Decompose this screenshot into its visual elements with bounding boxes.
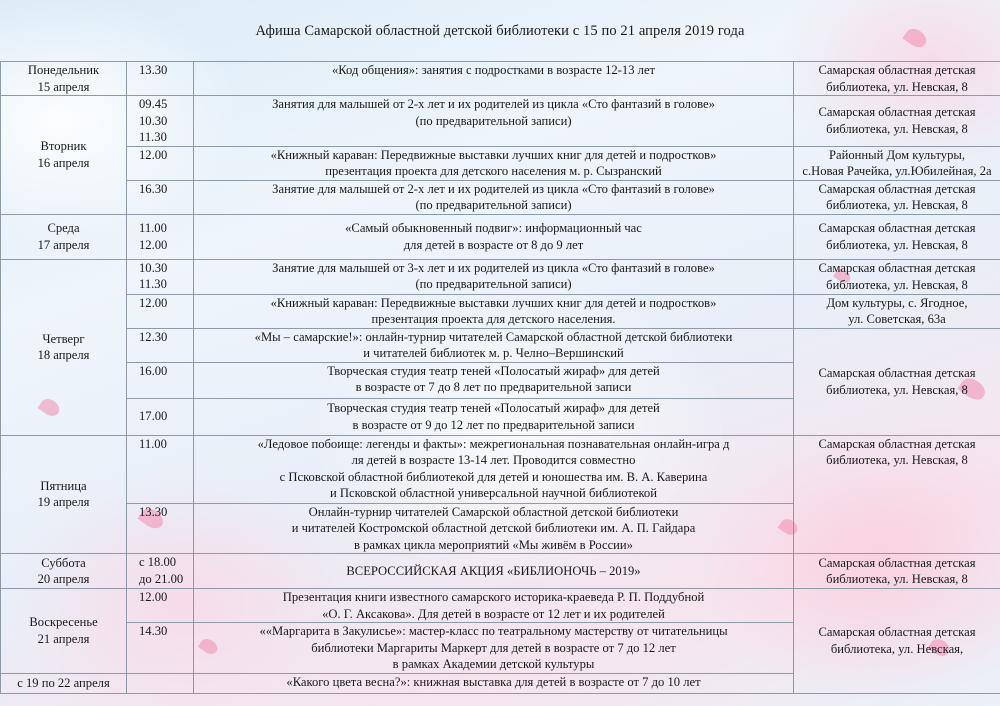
table-row [1,96,1000,147]
event-cell: Занятие для малышей от 3-х лет и их родителей из цикла «Сто фантазий в голове» (по предварительной записи) [194,259,794,294]
day-date: 19 апреля [37,495,90,510]
time-cell: 13.30 [127,62,194,96]
time-cell: 14.30 [127,623,194,674]
time-cell: 13.30 [127,503,194,554]
place-cell: Районный Дом культуры, с.Новая Рачейка, ул.Юбилейная, 2а [794,146,1000,180]
place-cell: Самарская областная детская библиотека, ул. Невская, 8 [794,435,1000,554]
place-cell: Самарская областная детская библиотека, ул. Невская, 8 [794,214,1000,259]
day-date: 21 апреля [37,631,90,646]
day-cell-thursday [1,259,127,435]
day-name: Пятница [40,478,87,493]
table-row [1,146,1000,180]
day-name: Среда [47,221,80,235]
time-cell: 16.30 [127,180,194,214]
day-name: Суббота [41,555,86,570]
time-cell: 17.00 [127,398,194,435]
day-name: Понедельник [27,63,100,77]
table-row [1,294,1000,328]
table-row [1,589,1000,623]
event-cell: «Код общения»: занятия с подростками в возрасте 12-13 лет [194,62,794,96]
event-cell: «Книжный караван: Передвижные выставки лучших книг для детей и подростков» презентация проекта для детского населения м. р. Сызранский [194,146,794,180]
event-cell: Творческая студия театр теней «Полосатый жираф» для детей в возрасте от 9 до 12 лет по предварительной записи [194,398,794,435]
day-cell-monday [1,62,127,96]
time-cell: 10.30 11.30 [127,259,194,294]
schedule-table [0,61,1000,694]
place-cell: Дом культуры, с. Ягодное, ул. Советская, 63а [794,294,1000,328]
place-cell: Самарская областная детская библиотека, ул. Невская, 8 [794,554,1000,589]
day-date: 16 апреля [37,155,90,170]
event-cell: ««Маргарита в Закулисье»: мастер-класс по театральному мастерству от читательницы библиотеки Маргариты Маркерт для детей в возрасте от 7 до 12 лет в рамках Академии детской культуры [194,623,794,674]
event-cell: «Мы – самарские!»: онлайн-турнир читателей Самарской областной детской библиотеки и читателей библиотек м. р. Челно–Вершинский [194,328,794,362]
table-row [1,180,1000,214]
table-row [1,435,1000,503]
event-cell: Занятие для малышей от 2-х лет и их родителей из цикла «Сто фантазий в голове» (по предварительной записи) [194,180,794,214]
place-cell: Самарская областная детская библиотека, ул. Невская, 8 [794,328,1000,435]
table-row [1,554,1000,589]
event-cell: ВСЕРОССИЙСКАЯ АКЦИЯ «БИБЛИОНОЧЬ – 2019» [194,554,794,589]
event-cell: Онлайн-турнир читателей Самарской областной детской библиотеки и читателей Костромской областной детской библиотеки им. А. П. Гайдара в рамках цикла мероприятий «Мы живём в России» [194,503,794,554]
event-cell: «Книжный караван: Передвижные выставки лучших книг для детей и подростков» презентация проекта для детского населения. [194,294,794,328]
time-cell: 09.45 10.30 11.30 [127,96,194,147]
day-name: Вторник [40,139,87,154]
day-cell-range [1,673,127,693]
time-cell: 12.00 [127,146,194,180]
day-cell-sunday [1,589,127,674]
place-cell: Самарская областная детская библиотека, ул. Невская, 8 [794,96,1000,147]
day-cell-tuesday [1,96,127,215]
time-cell: 16.00 [127,362,194,398]
page-title: Афиша Самарской областной детской библиотеки с 15 по 21 апреля 2019 года [255,23,745,39]
day-date: 20 апреля [37,572,90,586]
time-cell: с 18.00 до 21.00 [127,554,194,589]
table-row [1,214,1000,259]
table-row [1,62,1000,96]
day-cell-friday [1,435,127,554]
time-cell: 12.30 [127,328,194,362]
time-cell: 11.00 [127,435,194,503]
event-cell: «Какого цвета весна?»: книжная выставка для детей в возрасте от 7 до 10 лет [194,673,794,693]
time-cell: 11.00 12.00 [127,214,194,259]
place-cell: Самарская областная детская библиотека, ул. Невская, [794,589,1000,694]
event-cell: «Ледовое побоище: легенды и факты»: межрегиональная познавательная онлайн-игра д ля детей в возрасте 13-14 лет. Проводится совместно с Псковской областной библиотекой для детей и юношества им. В. А. Каверина и Псковской областной универсальной научной библиотекой [194,435,794,503]
event-cell: «Самый обыкновенный подвиг»: информационный час для детей в возрасте от 8 до 9 лет [194,214,794,259]
event-cell: Презентация книги известного самарского историка-краеведа Р. П. Поддубной «О. Г. Аксакова». Для детей в возрасте от 12 лет и их родителей [194,589,794,623]
day-name: Четверг [42,331,85,346]
day-date: 17 апреля [37,237,90,252]
time-cell [127,673,194,693]
event-cell: Занятия для малышей от 2-х лет и их родителей из цикла «Сто фантазий в голове» (по предварительной записи) [194,96,794,147]
day-cell-wednesday [1,214,127,259]
table-row [1,328,1000,362]
day-date: с 19 по 22 апреля [17,675,110,690]
place-cell: Самарская областная детская библиотека, ул. Невская, 8 [794,259,1000,294]
place-cell: Самарская областная детская библиотека, ул. Невская, 8 [794,62,1000,96]
day-date: 15 апреля [37,79,90,94]
place-cell: Самарская областная детская библиотека, ул. Невская, 8 [794,180,1000,214]
time-cell: 12.00 [127,589,194,623]
day-cell-saturday [1,554,127,589]
time-cell: 12.00 [127,294,194,328]
day-date: 18 апреля [37,348,90,362]
event-cell: Творческая студия театр теней «Полосатый жираф» для детей в возрасте от 7 до 8 лет по предварительной записи [194,362,794,398]
day-name: Воскресенье [29,615,98,630]
table-row [1,259,1000,294]
